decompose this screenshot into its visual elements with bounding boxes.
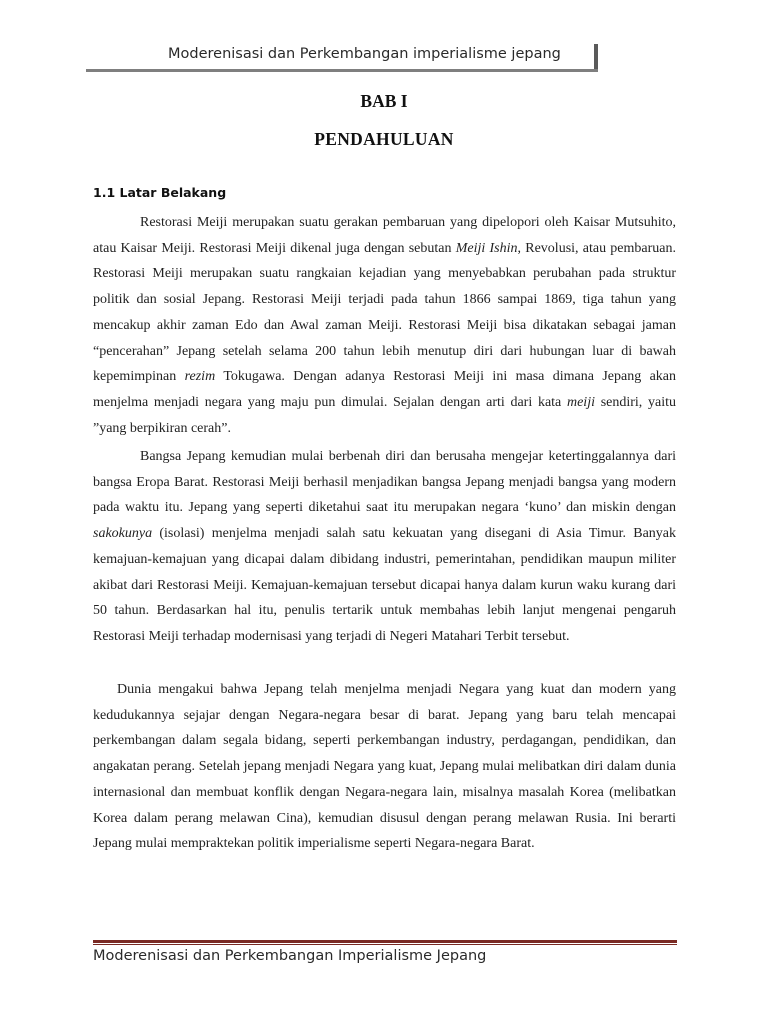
paragraph-2-italic-1: sakokunya [93,526,153,542]
paragraph-1-text-2: , Revolusi, atau pembaruan. Restorasi Meiji merupakan suatu rangkaian kejadian yang menyebabkan perubahan pada struktur politik dan sosial Jepang. Restorasi Meiji terjadi pada tahun 1866 sampai 1869, tiga tahun yang mencakup akhir zaman Edo dan Awal zaman Meiji. Restorasi Meiji bisa dikatakan sebagai jaman “pencerahan” Jepang setelah selama 200 tahun lebih menutup diri dari hubungan luar di bawah kepemimpinan [93,240,677,385]
paragraph-3 [93,677,676,857]
header-rule [86,69,598,72]
paragraph-2-text-2: (isolasi) menjelma menjadi salah satu kekuatan yang disegani di Asia Timur. Banyak kemajuan-kemajuan yang dicapai dalam dibidang industri, pemerintahan, pendidikan maupun militer akibat dari Restorasi Meiji. Kemajuan-kemajuan tersebut dicapai hanya dalam kurun waku kurang dari 50 tahun. Berdasarkan hal itu, penulis tertarik untuk membahas lebih lanjut mengenai pengaruh Restorasi Meiji terhadap modernisasi yang terjadi di Negeri Matahari Terbit tersebut. [93,526,676,644]
chapter-title: PENDAHULUAN [314,129,454,149]
section-heading: 1.1 Latar Belakang [93,185,227,200]
paragraph-2-text-1: Bangsa Jepang kemudian mulai berbenah diri dan berusaha mengejar ketertinggalannya dari bangsa Eropa Barat. Restorasi Meiji berhasil menjadikan bangsa Jepang menjadi bangsa yang modern pada waktu itu. Jepang yang seperti diketahui saat itu merupakan negara ‘kuno’ dan miskin dengan [93,449,676,516]
header-vertical-bar [594,44,598,72]
paragraph-1-text-1: Restorasi Meiji merupakan suatu gerakan pembaruan yang dipelopori oleh Kaisar Mutsuhito, atau Kaisar Meiji. Restorasi Meiji dikenal juga dengan sebutan [93,215,676,256]
paragraph-1 [93,210,676,441]
paragraph-2 [93,444,676,650]
running-footer: Moderenisasi dan Perkembangan Imperialisme Jepang [93,948,487,964]
paragraph-1-italic-2: rezim [184,369,216,385]
footer-rule-thick [93,940,677,943]
paragraph-1-text-4: sendiri, yaitu ”yang berpikiran cerah”. [93,394,677,436]
chapter-number: BAB I [360,91,408,111]
paragraph-1-italic-1: Meiji Ishin [455,240,518,256]
running-header: Moderenisasi dan Perkembangan imperialisme jepang [168,46,561,62]
paragraph-3-text-1: Dunia mengakui bahwa Jepang telah menjelma menjadi Negara yang kuat dan modern yang kedudukannya sejajar dengan Negara-negara besar di barat. Jepang yang baru telah mencapai perkembangan dalam segala bidang, seperti perkembangan industry, perdagangan, pendidikan, dan angakatan perang. Setelah jepang menjadi Negara yang kuat, Jepang mulai melibatkan diri dalam dunia internasional dan membuat konflik dengan Negara-negara lain, misalnya masalah Korea (melibatkan Korea dalam perang melawan Cina), kemudian disusul dengan perang melawan Rusia. Ini berarti Jepang mulai mempraktekan politik imperialisme seperti Negara-negara Barat. [93,682,676,852]
paragraph-1-italic-3: meiji [566,394,595,410]
footer-rule-thin [93,944,677,945]
paragraph-1-text-3: Tokugawa. Dengan adanya Restorasi Meiji ini masa dimana Jepang akan menjelma menjadi negara yang maju pun dimulai. Sejalan dengan arti dari kata [93,369,677,410]
